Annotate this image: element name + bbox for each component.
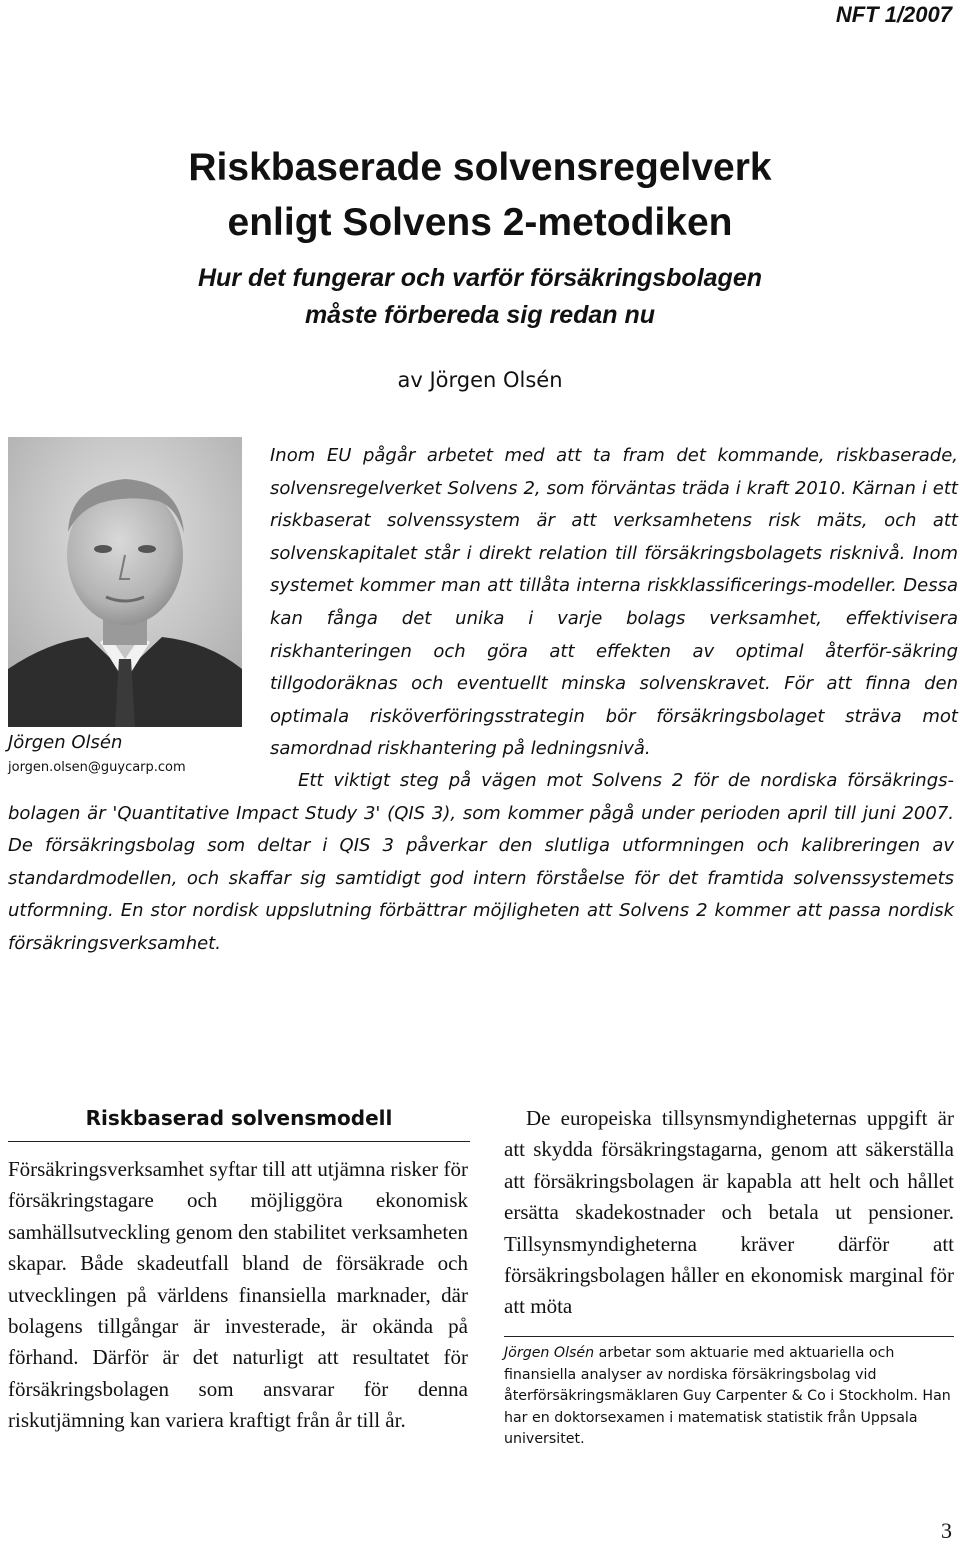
page-number: 3 [941, 1518, 952, 1543]
article-header [0, 140, 960, 334]
right-column [504, 1103, 954, 1323]
box-body [8, 1154, 468, 1437]
box-title: Riskbaserad solvensmodell [85, 1106, 393, 1130]
intro-paragraph-2: Ett viktigt steg på vägen mot Solvens 2 för de nordiska försäkrings-bolagen är 'Quantitative Impact Study 3' (QIS 3), som kommer pågå under perioden april till juni 2007. De försäkringsbolag som deltar i QIS 3 påverkar den slutliga utformningen och kalibreringen av standardmodellen, och skaffar sig samtidigt god intern förståelse för det framtida solvenssystemets utformning. En stor nordisk uppslutning förbättrar möjligheten att Solvens 2 kommer att passa nordisk försäkringsverksamhet. [8, 770, 954, 954]
photo-caption-email: jorgen.olsen@guycarp.com [8, 760, 186, 775]
bio-text: arbetar som aktuarie med aktuariella och finansiella analyser av nordiska försäkringsbolag vid återförsäkringsmäklaren Guy Carpenter & Co i Stockholm. Han har en doktorsexamen i matematisk statistik från Uppsala universitet. [504, 1345, 951, 1448]
author-portrait-image [8, 437, 242, 727]
bio-divider [504, 1336, 954, 1337]
right-column-paragraph: De europeiska tillsynsmyndigheternas uppgift är att skydda försäkringstagarna, genom att säkerställa att försäkringsbolagen är kapabla att helt och hållet ersätta skadekostnader och betala ut pensioner. Tillsynsmyndigheterna kräver därför att försäkringsbolagen håller en ekonomisk marginal för att möta [504, 1106, 954, 1319]
title-line-2: enligt Solvens 2-metodiken [227, 201, 733, 244]
subtitle-line-1: Hur det fungerar och varför försäkringsbolagen [198, 264, 762, 292]
author-photo [8, 437, 242, 727]
article-title [0, 140, 960, 250]
title-line-1: Riskbaserade solvensregelverk [188, 146, 772, 189]
intro-continuation [8, 765, 954, 961]
article-subtitle [0, 260, 960, 334]
author-bio [504, 1343, 954, 1451]
photo-caption-name: Jörgen Olsén [8, 732, 123, 753]
intro-paragraph-1: Inom EU pågår arbetet med att ta fram det kommande, riskbaserade, solvensregelverket Solvens 2, som förväntas träda i kraft 2010. Kärnan i ett riskbaserat solvenssystem är att verksamhetens risk mäts, och att solvenskapitalet står i direkt relation till försäkringsbolagets risknivå. Inom systemet kommer man att tillåta interna riskklassificerings-modeller. Dessa kan fånga det unika i varje bolags verksamhet, effektivisera riskhanteringen och göra att effekten av optimal återför-säkring tillgodoräknas och eventuellt minska solvenskravet. För att finna den optimala risköverföringsstrategin bör försäkringsbolaget sträva mot samordnad riskhantering på ledningsnivå. [270, 445, 958, 760]
intro-column [270, 440, 958, 766]
box-divider [8, 1141, 470, 1142]
box-paragraph: Försäkringsverksamhet syftar till att utjämna risker för försäkringstagare och möjliggöra ekonomisk samhällsutveckling genom den stabilitet verksamheten skapar. Både skadeutfall bland de försäkrade och utvecklingen på världens finansiella marknader, där bolagens tillgångar är investerade, är okända på förhand. Därför är det naturligt att resultatet för försäkringsbolagen som ansvarar för denna riskutjämning kan variera kraftigt från år till år. [8, 1157, 468, 1433]
subtitle-line-2: måste förbereda sig redan nu [304, 301, 656, 329]
issue-label: NFT 1/2007 [835, 2, 952, 27]
byline: av Jörgen Olsén [397, 368, 563, 392]
bio-author-name: Jörgen Olsén [504, 1345, 595, 1361]
